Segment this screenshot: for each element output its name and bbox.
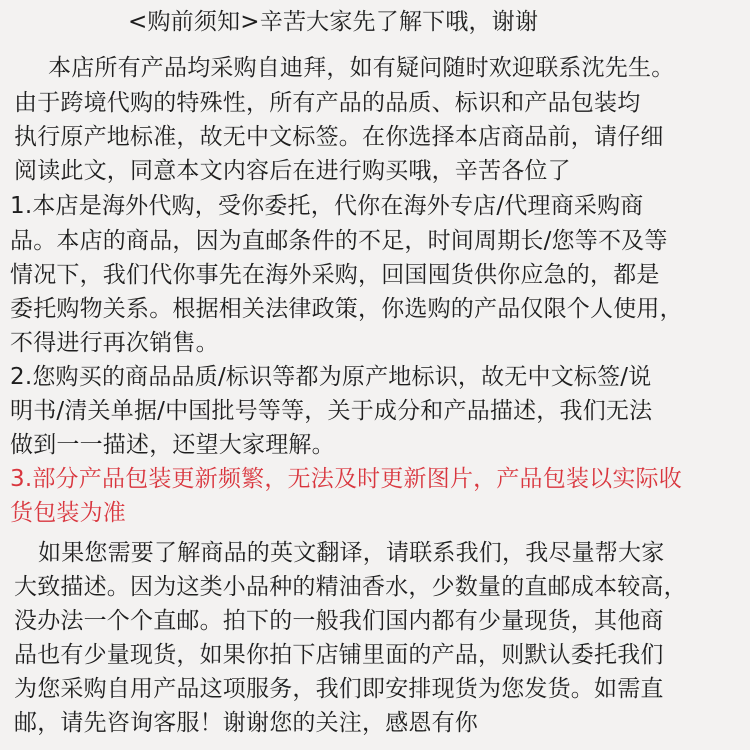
notice-title: <购前须知>辛苦大家先了解下哦，谢谢 (128, 9, 539, 35)
item-1-line: 不得进行再次销售。 (10, 330, 219, 356)
item-1-line: 品。本店的商品，因为直邮条件的不足，时间周期长/您等不及等 (10, 228, 668, 254)
closing-line: 没办法一个个直邮。拍下的一般我们国内都有少量现货，其他商 (14, 608, 664, 634)
intro-line: 本店所有产品均采购自迪拜，如有疑问随时欢迎联系沈先生。 (48, 55, 675, 81)
intro-line: 执行原产地标准，故无中文标签。在你选择本店商品前，请仔细 (14, 124, 664, 150)
item-1-line: 情况下，我们代你事先在海外采购，回国囤货供你应急的，都是 (10, 262, 660, 288)
item-2-line: 做到一一描述，还望大家理解。 (10, 432, 335, 458)
item-3-line: 3.部分产品包装更新频繁，无法及时更新图片，产品包装以实际收 (10, 466, 682, 492)
closing-line: 为您采购自用产品这项服务，我们即安排现货为您发货。如需直 (14, 676, 664, 702)
item-1-line: 委托购物关系。根据相关法律政策，你选购的产品仅限个人使用， (10, 296, 683, 322)
closing-line: 品也有少量现货，如果你拍下店铺里面的产品，则默认委托我们 (14, 642, 664, 668)
item-2-line: 2.您购买的商品品质/标识等都为原产地标识，故无中文标签/说 (10, 364, 652, 390)
intro-line: 阅读此文，同意本文内容后在进行购买哦，辛苦各位了 (14, 158, 571, 184)
closing-line: 邮，请先咨询客服！谢谢您的关注，感恩有你 (14, 710, 478, 736)
closing-line: 如果您需要了解商品的英文翻译，请联系我们，我尽量帮大家 (38, 540, 665, 566)
intro-line: 由于跨境代购的特殊性，所有产品的品质、标识和产品包装均 (14, 90, 641, 116)
item-1-line: 1.本店是海外代购，受你委托，代你在海外专店/代理商采购商 (10, 193, 644, 219)
closing-line: 大致描述。因为这类小品种的精油香水，少数量的直邮成本较高， (14, 574, 687, 600)
item-3-line: 货包装为准 (10, 500, 126, 526)
item-2-line: 明书/清关单据/中国批号等等，关于成分和产品描述，我们无法 (10, 398, 653, 424)
